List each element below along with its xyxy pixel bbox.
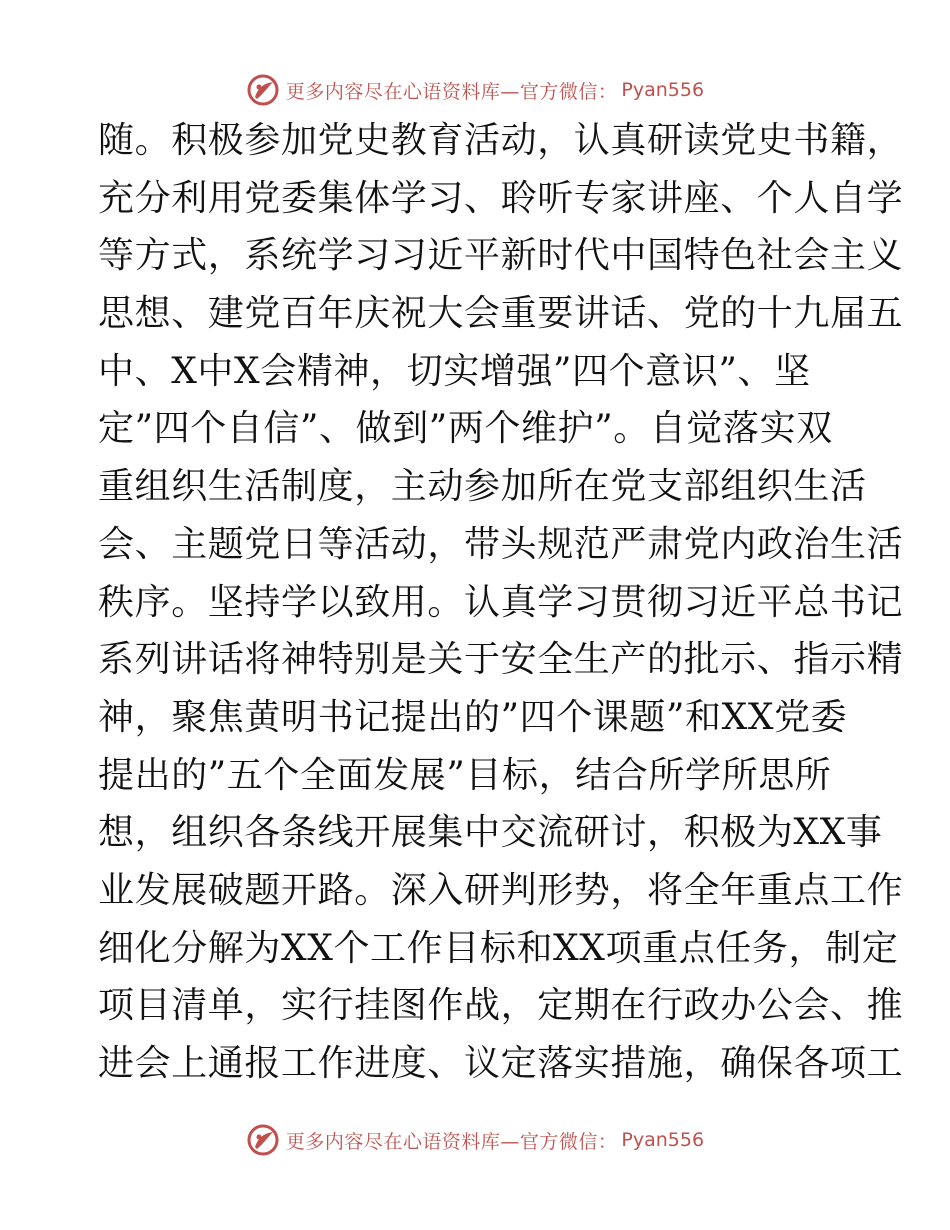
text-line: 进会上通报工作进度、议定落实措施，确保各项工	[98, 1043, 904, 1084]
watermark-account: Pyan556	[621, 79, 705, 101]
text-line: 等方式，系统学习习近平新时代中国特色社会主义	[98, 235, 904, 277]
text-line: 会、主题党日等活动，带头规范严肃党内政治生活	[98, 523, 904, 565]
watermark-account: Pyan556	[621, 1129, 705, 1151]
text-line: 定”四个自信”、做到”两个维护”。自觉落实双	[98, 408, 833, 450]
text-line: 思想、建党百年庆祝大会重要讲话、党的十九届五	[98, 293, 904, 335]
logo-icon	[246, 73, 280, 107]
text-line: 项目清单，实行挂图作战，定期在行政办公会、推	[98, 985, 904, 1027]
text-line: 系列讲话将神特别是关于安全生产的批示、指示精	[98, 639, 904, 681]
footer-watermark	[0, 1120, 950, 1160]
text-line: 中、X中X会精神，切实增强”四个意识”、坚	[98, 350, 811, 392]
text-line: 神，聚焦黄明书记提出的”四个课题”和XX党委	[98, 696, 848, 738]
text-line: 业发展破题开路。深入研判形势，将全年重点工作	[98, 869, 904, 911]
text-line: 随。积极参加党史教育活动，认真研读党史书籍，	[98, 120, 904, 161]
text-line: 想，组织各条线开展集中交流研讨，积极为XX事	[98, 812, 883, 854]
text-line: 细化分解为XX个工作目标和XX项重点任务，制定	[98, 927, 899, 969]
text-line: 充分利用党委集体学习、聆听专家讲座、个人自学	[98, 177, 904, 219]
watermark-text: 更多内容尽在心语资料库—官方微信：	[285, 1130, 618, 1153]
text-line: 秩序。坚持学以致用。认真学习贯彻习近平总书记	[98, 581, 904, 623]
logo-icon	[246, 1123, 280, 1157]
watermark-text: 更多内容尽在心语资料库—官方微信：	[285, 80, 618, 103]
header-watermark	[0, 70, 950, 110]
text-line: 重组织生活制度，主动参加所在党支部组织生活	[98, 466, 867, 508]
body-paragraph	[98, 112, 904, 1093]
text-line: 提出的”五个全面发展”目标，结合所学所思所	[98, 754, 832, 796]
